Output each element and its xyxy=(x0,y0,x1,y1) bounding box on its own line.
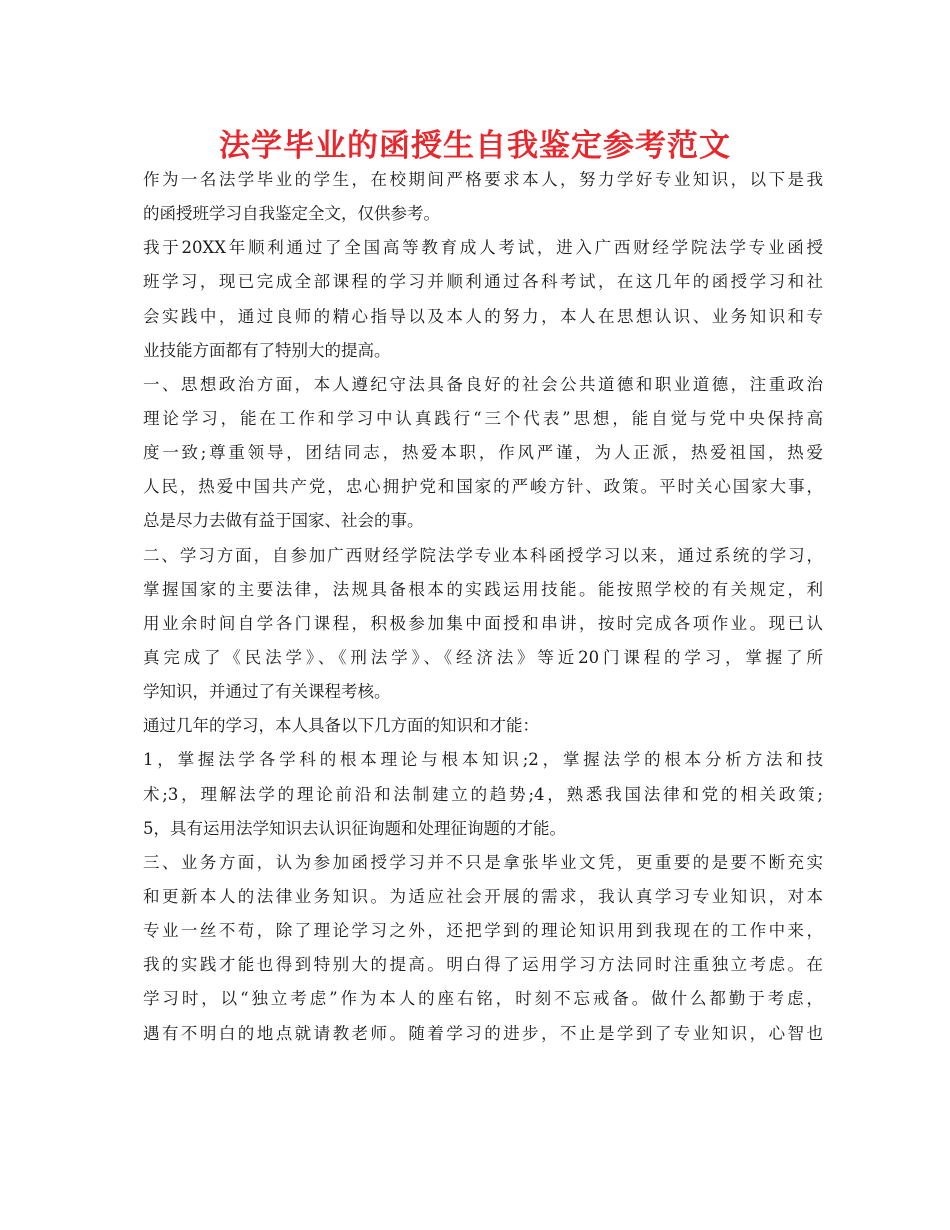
body-line: 我的实践才能也得到特别大的提高。明白得了运用学习方法同时注重独立考虑。在 xyxy=(143,955,823,975)
body-line: 会实践中，通过良师的精心指导以及本人的努力，本人在思想认识、业务知识和专 xyxy=(143,306,823,326)
body-line: 理论学习，能在工作和学习中认真践行“三个代表”思想，能自觉与党中央保持高 xyxy=(143,408,823,428)
body-line: 遇有不明白的地点就请教老师。随着学习的进步，不止是学到了专业知识，心智也 xyxy=(143,1023,823,1043)
body-line: 的函授班学习自我鉴定全文，仅供参考。 xyxy=(143,204,440,224)
document-title: 法学毕业的函授生自我鉴定参考范文 xyxy=(219,128,731,164)
body-line: 和更新本人的法律业务知识。为适应社会开展的需求，我认真学习专业知识，对本 xyxy=(143,886,823,906)
body-line: 二、学习方面，自参加广西财经学院法学专业本科函授学习以来，通过系统的学习， xyxy=(143,545,823,565)
body-line: 通过几年的学习，本人具备以下几方面的知识和才能： xyxy=(143,716,539,736)
body-line: 术;3，理解法学的理论前沿和法制建立的趋势;4，熟悉我国法律和党的相关政策; xyxy=(143,784,823,804)
body-line: 掌握国家的主要法律，法规具备根本的实践运用技能。能按照学校的有关规定，利 xyxy=(143,579,823,599)
body-line: 总是尽力去做有益于国家、社会的事。 xyxy=(143,511,424,531)
body-line: 我于20XX年顺利通过了全国高等教育成人考试，进入广西财经学院法学专业函授 xyxy=(143,238,823,258)
body-line: 5，具有运用法学知识去认识征询题和处理征询题的才能。 xyxy=(143,818,566,838)
body-line: 作为一名法学毕业的学生，在校期间严格要求本人，努力学好专业知识，以下是我 xyxy=(143,170,823,189)
body-line: 专业一丝不苟，除了理论学习之外，还把学到的理论知识用到我现在的工作中来， xyxy=(143,921,823,941)
body-line: 班学习，现已完成全部课程的学习并顺利通过各科考试，在这几年的函授学习和社 xyxy=(143,272,823,292)
body-line: 业技能方面都有了特别大的提高。 xyxy=(143,340,391,360)
document-body xyxy=(143,163,823,1051)
body-line: 学习时，以“独立考虑”作为本人的座右铭，时刻不忘戒备。做什么都勤于考虑， xyxy=(143,989,823,1009)
body-line: 学知识，并通过了有关课程考核。 xyxy=(143,682,391,702)
body-line: 人民，热爱中国共产党，忠心拥护党和国家的严峻方针、政策。平时关心国家大事， xyxy=(143,477,823,497)
body-line: 用业余时间自学各门课程，积极参加集中面授和串讲，按时完成各项作业。现已认 xyxy=(143,613,823,633)
body-line: 三、业务方面，认为参加函授学习并不只是拿张毕业文凭，更重要的是要不断充实 xyxy=(143,852,823,872)
body-line: 1，掌握法学各学科的根本理论与根本知识;2，掌握法学的根本分析方法和技 xyxy=(143,750,823,770)
body-line: 一、思想政治方面，本人遵纪守法具备良好的社会公共道德和职业道德，注重政治 xyxy=(143,374,823,394)
body-line: 度一致;尊重领导，团结同志，热爱本职，作风严谨，为人正派，热爱祖国，热爱 xyxy=(143,443,823,463)
body-line: 真完成了《民法学》、《刑法学》、《经济法》等近20门课程的学习，掌握了所 xyxy=(143,647,823,667)
